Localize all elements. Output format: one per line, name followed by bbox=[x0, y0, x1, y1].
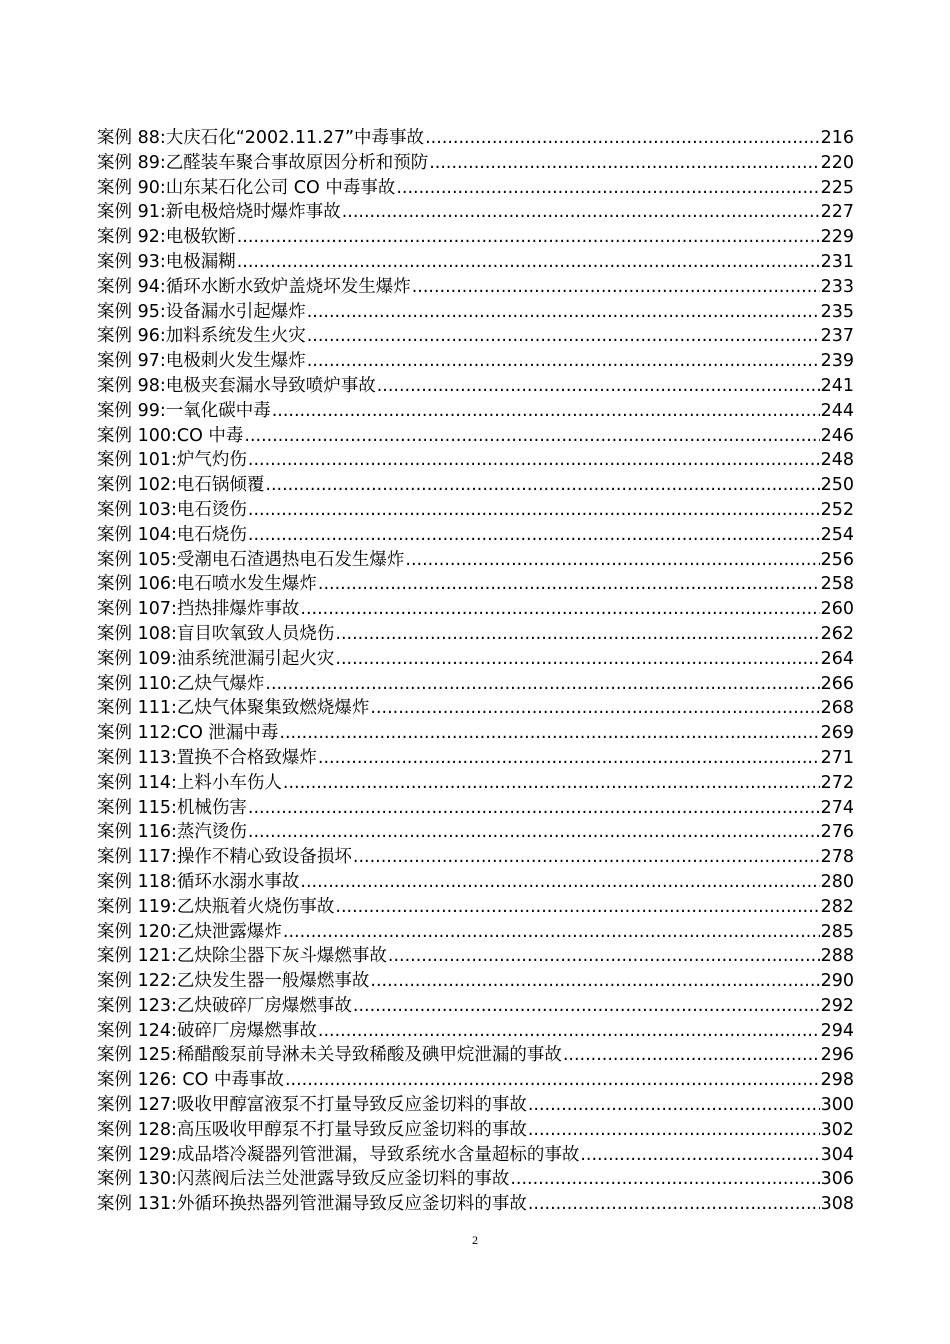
toc-dot-leader bbox=[307, 324, 820, 349]
toc-entry-page-number[interactable]: 231 bbox=[820, 251, 854, 272]
toc-entry[interactable] bbox=[97, 1093, 854, 1118]
toc-entry-title[interactable]: 案例 99:一氧化碳中毒 bbox=[97, 400, 271, 421]
toc-entry[interactable] bbox=[97, 696, 854, 721]
toc-dot-leader bbox=[265, 672, 819, 697]
toc-entry-page-number[interactable]: 268 bbox=[820, 698, 854, 719]
toc-entry-title[interactable]: 案例 102:电石锅倾覆 bbox=[97, 475, 265, 496]
toc-entry-title[interactable]: 案例 127:吸收甲醇富液泵不打量导致反应釜切料的事故 bbox=[97, 1095, 527, 1116]
toc-entry-title[interactable]: 案例 91:新电极焙烧时爆炸事故 bbox=[97, 202, 341, 223]
toc-entry[interactable] bbox=[97, 151, 854, 176]
toc-dot-leader bbox=[377, 374, 820, 399]
toc-entry[interactable] bbox=[97, 448, 854, 473]
toc-dot-leader bbox=[307, 300, 820, 325]
toc-entry[interactable] bbox=[97, 597, 854, 622]
toc-entry-title[interactable]: 案例 130:闪蒸阀后法兰处泄露导致反应釜切料的事故 bbox=[97, 1169, 510, 1190]
toc-entry[interactable] bbox=[97, 1118, 854, 1143]
toc-entry-page-number[interactable]: 276 bbox=[820, 822, 854, 843]
toc-dot-leader bbox=[248, 448, 820, 473]
toc-entry[interactable] bbox=[97, 820, 854, 845]
toc-entry-page-number[interactable]: 304 bbox=[820, 1144, 854, 1165]
toc-entry-page-number[interactable]: 252 bbox=[820, 499, 854, 520]
toc-entry[interactable] bbox=[97, 424, 854, 449]
toc-dot-leader bbox=[279, 721, 819, 746]
toc-dot-leader bbox=[412, 275, 820, 300]
toc-entry[interactable] bbox=[97, 672, 854, 697]
toc-entry-page-number[interactable]: 285 bbox=[820, 921, 854, 942]
toc-entry-title[interactable]: 案例 101:炉气灼伤 bbox=[97, 450, 247, 471]
toc-entry[interactable] bbox=[97, 126, 854, 151]
toc-entry-title[interactable]: 案例 89:乙醛装车聚合事故原因分析和预防 bbox=[97, 152, 429, 173]
toc-entry-page-number[interactable]: 227 bbox=[820, 202, 854, 223]
toc-entry-title[interactable]: 案例 116:蒸汽烫伤 bbox=[97, 822, 247, 843]
toc-entry[interactable] bbox=[97, 622, 854, 647]
toc-entry-title[interactable]: 案例 128:高压吸收甲醇泵不打量导致反应釜切料的事故 bbox=[97, 1119, 527, 1140]
toc-dot-leader bbox=[563, 1043, 820, 1068]
toc-entry-title[interactable]: 案例 103:电石烫伤 bbox=[97, 499, 247, 520]
toc-entry-page-number[interactable]: 256 bbox=[820, 549, 854, 570]
toc-entry[interactable] bbox=[97, 473, 854, 498]
toc-dot-leader bbox=[283, 920, 820, 945]
toc-entry[interactable] bbox=[97, 920, 854, 945]
toc-entry[interactable] bbox=[97, 870, 854, 895]
toc-entry-page-number[interactable]: 216 bbox=[820, 128, 854, 148]
toc-dot-leader bbox=[265, 473, 819, 498]
toc-entry-title[interactable]: 案例 104:电石烧伤 bbox=[97, 524, 247, 545]
toc-entry-title[interactable]: 案例 110:乙炔气爆炸 bbox=[97, 673, 265, 694]
toc-dot-leader bbox=[318, 746, 820, 771]
toc-entry[interactable] bbox=[97, 1192, 854, 1217]
toc-entry-page-number[interactable]: 264 bbox=[820, 648, 854, 669]
toc-entry-title[interactable]: 案例 121:乙炔除尘器下灰斗爆燃事故 bbox=[97, 946, 387, 967]
toc-entry[interactable] bbox=[97, 746, 854, 771]
toc-entry-title[interactable]: 案例 92:电极软断 bbox=[97, 227, 236, 248]
toc-dot-leader bbox=[248, 796, 820, 821]
toc-entry-page-number[interactable]: 225 bbox=[820, 177, 854, 198]
toc-entry-title[interactable]: 案例 109:油系统泄漏引起火灾 bbox=[97, 648, 335, 669]
toc-entry-title[interactable]: 案例 95:设备漏水引起爆炸 bbox=[97, 301, 306, 322]
toc-entry-page-number[interactable]: 239 bbox=[820, 351, 854, 372]
toc-dot-leader bbox=[580, 1143, 819, 1168]
toc-entry-page-number[interactable]: 246 bbox=[820, 425, 854, 446]
toc-dot-leader bbox=[405, 548, 819, 573]
toc-entry[interactable] bbox=[97, 845, 854, 870]
toc-entry[interactable] bbox=[97, 1019, 854, 1044]
toc-entry-title[interactable]: 案例 129:成品塔冷凝器列管泄漏，导致系统水含量超标的事故 bbox=[97, 1144, 580, 1165]
toc-entry-page-number[interactable]: 248 bbox=[820, 450, 854, 471]
toc-dot-leader bbox=[285, 1068, 820, 1093]
toc-dot-leader bbox=[335, 622, 819, 647]
toc-entry-page-number[interactable]: 233 bbox=[820, 276, 854, 297]
toc-entry-title[interactable]: 案例 124:破碎厂房爆燃事故 bbox=[97, 1020, 317, 1041]
toc-entry-title[interactable]: 案例 117:操作不精心致设备损坏 bbox=[97, 847, 352, 868]
toc-entry-page-number[interactable]: 262 bbox=[820, 623, 854, 644]
toc-entry[interactable] bbox=[97, 349, 854, 374]
toc-entry[interactable] bbox=[97, 374, 854, 399]
toc-dot-leader bbox=[353, 994, 820, 1019]
toc-dot-leader bbox=[244, 424, 819, 449]
toc-dot-leader bbox=[237, 225, 820, 250]
toc-entry[interactable] bbox=[97, 176, 854, 201]
toc-entry-page-number[interactable]: 229 bbox=[820, 227, 854, 248]
toc-entry-title[interactable]: 案例 107:挡热排爆炸事故 bbox=[97, 599, 300, 620]
toc-entry[interactable] bbox=[97, 275, 854, 300]
toc-entry-page-number[interactable]: 298 bbox=[820, 1070, 854, 1091]
toc-entry-title[interactable]: 案例 106:电石喷水发生爆炸 bbox=[97, 574, 317, 595]
toc-entry-title[interactable]: 案例 111:乙炔气体聚集致燃烧爆炸 bbox=[97, 698, 370, 719]
toc-entry-title[interactable]: 案例 118:循环水溺水事故 bbox=[97, 871, 300, 892]
toc-dot-leader bbox=[307, 349, 820, 374]
toc-dot-leader bbox=[248, 523, 820, 548]
toc-dot-leader bbox=[272, 399, 820, 424]
toc-entry-title[interactable]: 案例 93:电极漏糊 bbox=[97, 251, 236, 272]
toc-entry-page-number[interactable]: 260 bbox=[820, 599, 854, 620]
toc-dot-leader bbox=[370, 696, 819, 721]
toc-entry-title[interactable]: 案例 88:大庆石化“2002.11.27”中毒事故 bbox=[97, 128, 425, 148]
toc-dot-leader bbox=[370, 969, 819, 994]
toc-entry[interactable] bbox=[97, 969, 854, 994]
toc-entry-page-number[interactable]: 266 bbox=[820, 673, 854, 694]
toc-dot-leader bbox=[388, 944, 820, 969]
toc-entry[interactable] bbox=[97, 1143, 854, 1168]
toc-entry[interactable] bbox=[97, 1167, 854, 1192]
toc-entry-page-number[interactable]: 237 bbox=[820, 326, 854, 347]
toc-dot-leader bbox=[237, 250, 820, 275]
toc-entry[interactable] bbox=[97, 498, 854, 523]
toc-entry-page-number[interactable]: 290 bbox=[820, 971, 854, 992]
toc-entry-title[interactable]: 案例 98:电极夹套漏水导致喷炉事故 bbox=[97, 375, 376, 396]
toc-entry-title[interactable]: 案例 122:乙炔发生器一般爆燃事故 bbox=[97, 971, 370, 992]
toc-entry-page-number[interactable]: 244 bbox=[820, 400, 854, 421]
toc-entry-page-number[interactable]: 288 bbox=[820, 946, 854, 967]
toc-dot-leader bbox=[248, 498, 820, 523]
toc-entry-page-number[interactable]: 302 bbox=[820, 1119, 854, 1140]
toc-entry-page-number[interactable]: 280 bbox=[820, 871, 854, 892]
toc-entry-title[interactable]: 案例 96:加料系统发生火灾 bbox=[97, 326, 306, 347]
toc-entry-title[interactable]: 案例 115:机械伤害 bbox=[97, 797, 247, 818]
toc-dot-leader bbox=[248, 820, 820, 845]
toc-entry-title[interactable]: 案例 90:山东某石化公司 CO 中毒事故 bbox=[97, 177, 396, 198]
toc-entry-title[interactable]: 案例 126: CO 中毒事故 bbox=[97, 1070, 284, 1091]
toc-entry-page-number[interactable]: 300 bbox=[820, 1095, 854, 1116]
toc-entry-title[interactable]: 案例 123:乙炔破碎厂房爆燃事故 bbox=[97, 995, 352, 1016]
toc-entry-title[interactable]: 案例 125:稀醋酸泵前导淋未关导致稀酸及碘甲烷泄漏的事故 bbox=[97, 1045, 562, 1066]
table-of-contents bbox=[97, 126, 854, 1217]
toc-dot-leader bbox=[335, 647, 819, 672]
toc-dot-leader bbox=[318, 572, 820, 597]
toc-entry-title[interactable]: 案例 105:受潮电石渣遇热电石发生爆炸 bbox=[97, 549, 405, 570]
toc-entry[interactable] bbox=[97, 796, 854, 821]
toc-entry-page-number[interactable]: 274 bbox=[820, 797, 854, 818]
toc-entry-page-number[interactable]: 308 bbox=[820, 1194, 854, 1215]
toc-entry-page-number[interactable]: 272 bbox=[820, 772, 854, 793]
toc-entry[interactable] bbox=[97, 771, 854, 796]
toc-entry-page-number[interactable]: 306 bbox=[820, 1169, 854, 1190]
toc-entry-title[interactable]: 案例 120:乙炔泄露爆炸 bbox=[97, 921, 282, 942]
toc-dot-leader bbox=[353, 845, 820, 870]
toc-entry-title[interactable]: 案例 100:CO 中毒 bbox=[97, 425, 244, 446]
toc-entry-page-number[interactable]: 278 bbox=[820, 847, 854, 868]
toc-entry[interactable] bbox=[97, 200, 854, 225]
toc-dot-leader bbox=[528, 1192, 820, 1217]
toc-dot-leader bbox=[429, 151, 819, 176]
toc-entry-title[interactable]: 案例 113:置换不合格致爆炸 bbox=[97, 747, 317, 768]
toc-entry[interactable] bbox=[97, 399, 854, 424]
toc-dot-leader bbox=[335, 895, 819, 920]
toc-dot-leader bbox=[425, 126, 820, 151]
toc-entry-title[interactable]: 案例 112:CO 泄漏中毒 bbox=[97, 723, 279, 744]
toc-entry[interactable] bbox=[97, 324, 854, 349]
toc-entry-title[interactable]: 案例 131:外循环换热器列管泄漏导致反应釜切料的事故 bbox=[97, 1194, 527, 1215]
toc-entry-title[interactable]: 案例 119:乙炔瓶着火烧伤事故 bbox=[97, 896, 335, 917]
toc-entry-title[interactable]: 案例 94:循环水断水致炉盖烧坏发生爆炸 bbox=[97, 276, 411, 297]
toc-entry[interactable] bbox=[97, 250, 854, 275]
toc-entry-page-number[interactable]: 294 bbox=[820, 1020, 854, 1041]
toc-entry-page-number[interactable]: 269 bbox=[820, 723, 854, 744]
toc-entry-page-number[interactable]: 292 bbox=[820, 995, 854, 1016]
toc-entry-page-number[interactable]: 250 bbox=[820, 475, 854, 496]
toc-dot-leader bbox=[300, 870, 819, 895]
toc-dot-leader bbox=[510, 1167, 819, 1192]
toc-entry[interactable] bbox=[97, 1068, 854, 1093]
toc-entry-page-number[interactable]: 282 bbox=[820, 896, 854, 917]
page-number: 2 bbox=[472, 1233, 478, 1247]
toc-dot-leader bbox=[528, 1118, 820, 1143]
toc-entry[interactable] bbox=[97, 300, 854, 325]
toc-entry-page-number[interactable]: 241 bbox=[820, 375, 854, 396]
toc-entry-page-number[interactable]: 235 bbox=[820, 301, 854, 322]
toc-entry[interactable] bbox=[97, 994, 854, 1019]
toc-entry-page-number[interactable]: 296 bbox=[820, 1045, 854, 1066]
toc-entry[interactable] bbox=[97, 1043, 854, 1068]
toc-entry[interactable] bbox=[97, 647, 854, 672]
toc-entry-title[interactable]: 案例 97:电极刺火发生爆炸 bbox=[97, 351, 306, 372]
toc-entry-page-number[interactable]: 258 bbox=[820, 574, 854, 595]
toc-entry[interactable] bbox=[97, 523, 854, 548]
toc-entry-title[interactable]: 案例 108:盲目吹氧致人员烧伤 bbox=[97, 623, 335, 644]
toc-entry-title[interactable]: 案例 114:上料小车伤人 bbox=[97, 772, 282, 793]
toc-entry[interactable] bbox=[97, 721, 854, 746]
toc-entry-page-number[interactable]: 271 bbox=[820, 747, 854, 768]
toc-entry-page-number[interactable]: 220 bbox=[820, 152, 854, 173]
toc-dot-leader bbox=[396, 176, 819, 201]
toc-entry-page-number[interactable]: 254 bbox=[820, 524, 854, 545]
toc-entry[interactable] bbox=[97, 944, 854, 969]
toc-dot-leader bbox=[528, 1093, 820, 1118]
toc-entry[interactable] bbox=[97, 225, 854, 250]
toc-entry[interactable] bbox=[97, 548, 854, 573]
toc-dot-leader bbox=[342, 200, 820, 225]
toc-dot-leader bbox=[283, 771, 820, 796]
toc-entry[interactable] bbox=[97, 895, 854, 920]
toc-dot-leader bbox=[300, 597, 819, 622]
toc-entry[interactable] bbox=[97, 572, 854, 597]
toc-dot-leader bbox=[318, 1019, 820, 1044]
